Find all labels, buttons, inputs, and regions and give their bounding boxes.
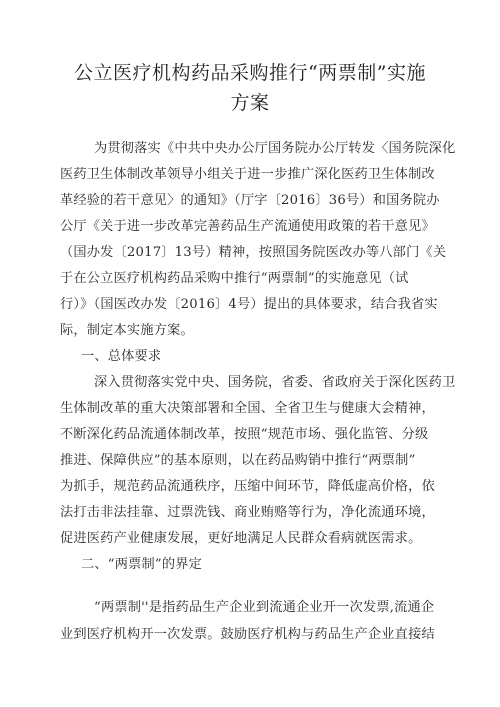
section-1-line-2: 生体制改革的重大决策部署和全国、全省卫生与健康大会精神， (60, 401, 435, 416)
intro-line-4: 公厅《关于进一步改革完善药品生产流通使用政策的若干意见》 (60, 219, 435, 234)
section-1-line-5: 为抓手，规范药品流通秩序，压缩中间环节，降低虚高价格，依 (60, 479, 435, 494)
document-title-line-1: 公立医疗机构药品采购推行“两票制”实施 (74, 62, 426, 84)
section-1-line-7: 促进医药产业健康发展，更好地满足人民群众看病就医需求。 (60, 531, 422, 546)
intro-line-6: 于在公立医疗机构药品采购中推行“两票制”的实施意见（试 (60, 271, 409, 286)
section-1-line-3: 不断深化药品流通体制改革，按照“规范市场、强化监管、分级 (60, 427, 429, 442)
intro-line-7: 行）》（国医改办发〔2016〕4号）提出的具体要求，结合我省实 (60, 297, 438, 312)
section-2-heading: 二、“两票制”的界定 (81, 557, 202, 572)
section-1-heading: 一、总体要求 (81, 349, 162, 364)
intro-line-1: 为贯彻落实《中共中央办公厅国务院办公厅转发〈国务院深化 (94, 141, 456, 156)
section-1-line-1: 深入贯彻落实党中央、国务院，省委、省政府关于深化医药卫 (94, 375, 456, 390)
section-2-line-1: “两票制''是指药品生产企业到流通企业开一次发票,流通企 (94, 600, 435, 615)
section-1-line-6: 法打击非法挂靠、过票洗钱、商业贿赂等行为，净化流通环境， (60, 505, 435, 520)
section-1-line-4: 推进、保障供应”的基本原则，以在药品购销中推行“两票制” (60, 453, 416, 468)
intro-line-8: 际，制定本实施方案。 (60, 323, 194, 338)
intro-line-2: 医药卫生体制改革领导小组关于进一步推广深化医药卫生体制改 (60, 167, 435, 182)
intro-line-5: （国办发〔2017〕13号）精神，按照国务院医改办等八部门《关 (60, 245, 447, 260)
intro-line-3: 革经验的若干意见〉的通知》（厅字〔2016〕36号）和国务院办 (60, 193, 440, 208)
section-2-line-2: 业到医疗机构开一次发票。鼓励医疗机构与药品生产企业直接结 (60, 627, 435, 642)
document-title-line-2: 方案 (230, 92, 270, 114)
